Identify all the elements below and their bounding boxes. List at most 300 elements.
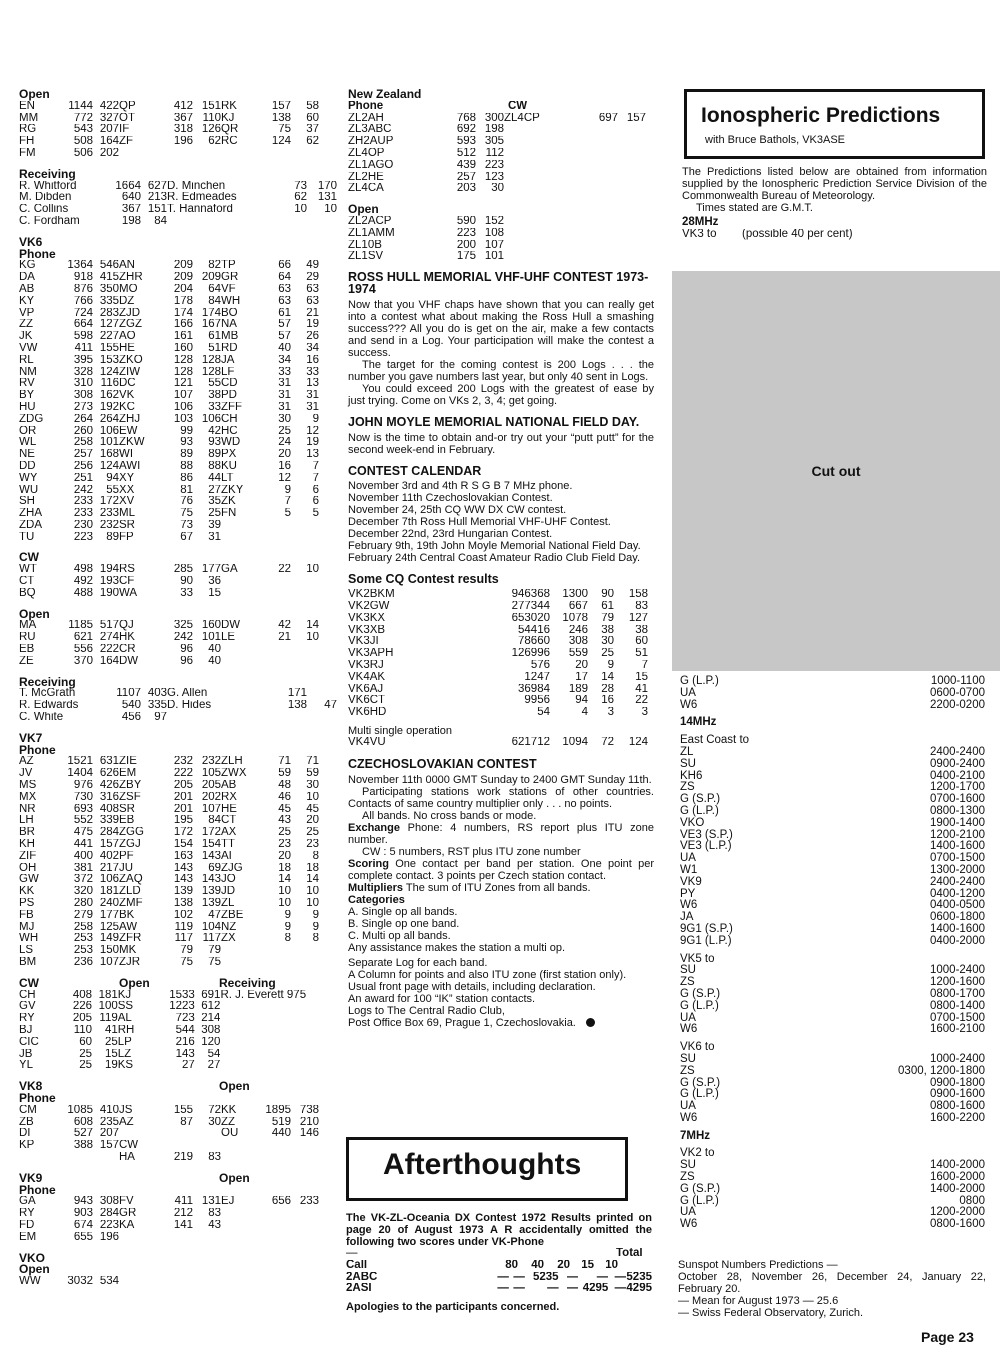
schedule-heading: VK5 to	[680, 952, 715, 965]
table-cell: 198	[484, 124, 504, 136]
schedule-time: 0400-1200	[930, 887, 985, 900]
table-cell: R. Edwards	[19, 700, 79, 712]
table-cell: CT	[221, 815, 237, 827]
table-cell: JO	[221, 874, 236, 886]
ross-hull-p3: You could exceed 200 Logs with the greatest of ease by just trying. Come on VKs 2, 3, 4; get going.	[348, 382, 654, 407]
table-cell	[263, 1208, 291, 1220]
table-cell: D. Hides	[167, 700, 212, 712]
czech-p1: November 11th 0000 GMT Sunday to 2400 GMT Sunday 11th.	[348, 773, 652, 786]
table-cell: QR	[221, 124, 239, 136]
table-cell: 205	[201, 780, 221, 792]
table-cell: 10	[306, 886, 319, 898]
afterthoughts-p1: The VK-ZL-Oceania DX Contest 1972 Results printed on page 20 of August 1973 A R accidentally omitted the following two scores under VK-Phone	[346, 1212, 652, 1248]
ionospheric-title: Ionospheric Predictions	[701, 104, 941, 127]
section-heading-text: Phone	[19, 1090, 56, 1105]
table-row	[19, 204, 339, 216]
table-cell	[193, 1232, 221, 1244]
table-cell: 426	[99, 780, 119, 792]
table-cell: 75	[180, 956, 193, 968]
schedule-path: G (S.P.)	[680, 1076, 721, 1089]
table-cell: BR	[19, 827, 35, 839]
nz-subheads	[348, 101, 654, 113]
schedule-row	[680, 1001, 985, 1013]
table-cell: 621712	[511, 736, 550, 748]
afterthoughts-section	[346, 1212, 652, 1313]
table-row	[19, 576, 339, 588]
table-cell: RY	[19, 1208, 35, 1220]
table-cell: ZX	[221, 933, 236, 945]
table-cell: AB	[19, 283, 35, 295]
czech-p3: All bands. No cross bands or mode.	[362, 809, 537, 822]
table-cell: 216	[175, 1036, 195, 1048]
table-row	[19, 839, 339, 851]
schedule-path: G (L.P.)	[680, 1194, 719, 1207]
table-cell: 40	[278, 342, 291, 354]
table-row	[19, 1208, 339, 1220]
table-cell: 71	[278, 756, 291, 768]
table-cell: 45	[278, 803, 291, 815]
table-cell: VF	[221, 283, 236, 295]
table-cell: 57	[278, 331, 291, 343]
schedule-path: G (L.P.)	[680, 999, 719, 1012]
table-row	[19, 688, 339, 700]
table-cell	[291, 656, 319, 668]
john-moyle-heading: JOHN MOYLE MEMORIAL NATIONAL FIELD DAY.	[348, 414, 640, 429]
table-cell: C. Fordham	[19, 215, 80, 227]
table-row	[19, 863, 339, 875]
table-cell: VK3XB	[348, 624, 386, 636]
table-cell: 209	[201, 272, 221, 284]
table-cell: 692	[456, 124, 476, 136]
table-cell: 25	[104, 1036, 118, 1048]
table-cell	[291, 520, 319, 532]
table-cell: 283	[99, 307, 119, 319]
table-cell: 201	[173, 791, 193, 803]
ionospheric-byline: with Bruce Bathols, VK3ASE	[705, 134, 846, 146]
table-cell: 125	[99, 921, 119, 933]
table-row	[19, 402, 339, 414]
table-cell: VK3APH	[348, 648, 394, 660]
schedule-path: G (S.P.)	[680, 987, 721, 1000]
table-cell: 72	[601, 736, 614, 748]
table-cell: 47	[324, 700, 337, 712]
table-cell: ZHJ	[119, 413, 141, 425]
table-cell: EB	[19, 644, 35, 656]
table-cell: 207	[99, 124, 119, 136]
table-cell	[167, 216, 267, 228]
section-heading-row	[19, 1173, 339, 1185]
table-cell: EN	[19, 100, 35, 112]
ionospheric-intro-text: The Predictions listed below are obtained from information supplied by the Ionospheric Prediction Service Division of the Commonwealth Bureau of Meteorology.	[682, 166, 987, 202]
table-cell: 274	[99, 632, 119, 644]
table-cell: 233	[73, 496, 93, 508]
table-cell: 285	[173, 564, 193, 576]
table-cell: 631	[99, 756, 119, 768]
table-cell: 598	[73, 331, 93, 343]
section-heading-text: Phone	[19, 246, 56, 261]
table-cell: 119	[174, 921, 193, 933]
table-cell: BM	[19, 956, 37, 968]
table-cell: 171	[287, 688, 307, 700]
table-cell: 308	[201, 1024, 221, 1036]
table-cell: 47	[208, 909, 221, 921]
schedule-path: G (L.P.)	[680, 804, 719, 817]
table-row	[348, 695, 654, 707]
table-cell: 18	[278, 862, 291, 874]
table-cell: RY	[19, 1013, 35, 1025]
table-cell: 124	[99, 366, 119, 378]
table-cell: 196	[173, 136, 193, 148]
table-cell: G. Allen	[167, 688, 208, 700]
calendar-line: November 3rd and 4th R S G B 7 MHz phone.	[348, 480, 573, 493]
czech-logs	[348, 957, 654, 1029]
table-cell: 90	[601, 589, 614, 601]
table-cell: 339	[99, 815, 119, 827]
table-cell: 1094	[562, 736, 588, 748]
table-cell: 203	[456, 183, 476, 195]
table-cell: —	[566, 1271, 579, 1283]
table-cell: 534	[99, 1276, 119, 1288]
table-row	[19, 496, 339, 508]
table-cell: 723	[175, 1013, 195, 1025]
table-cell: 16	[601, 695, 614, 707]
table-cell: 105	[201, 768, 221, 780]
table-cell: MO	[119, 283, 138, 295]
table-cell	[307, 216, 337, 228]
table-cell: 14	[601, 671, 614, 683]
results-column-middle	[348, 89, 654, 1029]
czech-contest-heading: CZECHOSLOVAKIAN CONTEST	[348, 756, 537, 771]
table-cell: 556	[73, 644, 93, 656]
table-cell: 27	[207, 1060, 221, 1072]
table-cell: 4295	[626, 1283, 652, 1295]
table-cell	[267, 216, 307, 228]
schedule-path: JA	[680, 911, 694, 924]
schedule-row	[680, 806, 985, 818]
section-heading-text: Receiving	[219, 977, 276, 990]
table-row	[348, 601, 654, 613]
table-cell: 33	[306, 366, 319, 378]
table-cell: 33	[180, 587, 193, 599]
table-cell	[220, 1013, 339, 1025]
table-cell: ZHR	[119, 272, 143, 284]
table-cell: 28	[601, 683, 614, 695]
table-cell: 212	[173, 1208, 193, 1220]
table-cell: 81	[180, 484, 193, 496]
table-cell: 79	[180, 945, 193, 957]
nz-cw-label: CW	[508, 100, 528, 112]
schedule-time: 1400-1600	[930, 922, 985, 935]
table-row	[19, 1117, 339, 1129]
table-cell: MS	[19, 780, 37, 792]
table-cell: 1107	[116, 688, 141, 700]
table-cell: 62	[306, 136, 319, 148]
table-cell	[157, 1140, 193, 1152]
table-row	[348, 160, 654, 172]
table-cell: —	[596, 1271, 609, 1283]
table-cell: DC	[119, 378, 136, 390]
table-cell: 160	[201, 620, 221, 632]
table-cell: GA	[221, 564, 238, 576]
schedule-path: VE3 (L.P.)	[680, 840, 732, 853]
table-cell	[291, 532, 319, 544]
table-cell: NM	[19, 366, 37, 378]
schedule-time: 0800-1700	[930, 987, 985, 1000]
table-cell: 9	[312, 921, 319, 933]
table-cell: 7	[284, 496, 291, 508]
table-cell: 43	[208, 1219, 221, 1231]
section-heading-text: VK9	[19, 1172, 43, 1185]
table-cell: 201	[173, 803, 193, 815]
category-line: A. Single op all bands.	[348, 905, 458, 918]
table-cell: 175	[456, 251, 476, 263]
table-cell: ZL1AGO	[348, 159, 394, 171]
table-cell: 80	[505, 1259, 518, 1271]
table-row	[19, 532, 339, 544]
schedule-path: ZS	[680, 976, 695, 989]
table-cell: 273	[73, 401, 93, 413]
schedule-path: VK9	[680, 875, 702, 888]
after-dash: —	[346, 1248, 358, 1259]
schedule-path: G (S.P.)	[680, 793, 721, 806]
table-cell: T. McGrath	[19, 688, 76, 700]
section-heading-text: Open	[19, 606, 50, 621]
table-cell: HE	[119, 342, 135, 354]
table-row	[19, 780, 339, 792]
table-cell: 157	[99, 1140, 119, 1152]
table-cell: 10	[306, 898, 319, 909]
table-cell: ZDA	[19, 519, 42, 531]
table-cell: 370	[73, 655, 93, 667]
table-row	[19, 101, 339, 113]
table-row	[19, 284, 339, 296]
table-cell	[291, 1140, 319, 1152]
table-cell: PF	[119, 850, 134, 862]
table-cell: 33	[278, 366, 291, 378]
table-cell: 943	[73, 1196, 93, 1208]
table-cell: WI	[119, 449, 134, 461]
table-cell	[221, 656, 263, 668]
table-cell: VK4VU	[348, 736, 386, 748]
table-cell	[291, 1152, 319, 1164]
schedule-time: 1600-2000	[930, 1171, 985, 1184]
table-cell: 6	[312, 484, 319, 496]
table-cell: 202	[99, 147, 119, 159]
table-cell: 456	[121, 712, 141, 724]
table-cell: 78660	[518, 636, 550, 648]
table-cell	[221, 1232, 263, 1244]
afterthoughts-title-box	[346, 1137, 628, 1201]
schedule-row	[680, 877, 985, 889]
schedule-time: 0300, 1200-1800	[898, 1064, 985, 1077]
table-cell: SH	[19, 496, 35, 508]
table-row	[19, 296, 339, 308]
table-cell: 164	[99, 136, 119, 148]
table-row	[19, 1060, 339, 1072]
schedule-path: ZS	[680, 1064, 695, 1077]
table-cell: MB	[221, 331, 239, 343]
schedule-path: W6	[680, 1023, 698, 1036]
table-cell: RS	[119, 564, 135, 576]
table-cell: 195	[173, 815, 193, 827]
table-cell	[291, 644, 319, 656]
table-cell: PS	[19, 898, 35, 909]
table-cell: VK	[119, 390, 135, 402]
table-cell: FH	[19, 136, 35, 148]
table-cell: CR	[119, 644, 136, 656]
schedule-time: 0400-0500	[930, 899, 985, 912]
table-cell: 381	[73, 862, 93, 874]
schedule-time: 0800-1600	[930, 1100, 985, 1113]
table-cell: ZFF	[221, 401, 243, 413]
table-cell: 25	[79, 1060, 93, 1072]
table-cell: 408	[99, 803, 119, 815]
table-cell: KK	[19, 886, 35, 898]
table-row	[19, 473, 339, 485]
log-line: An award for 100 “IK” station contacts.	[348, 992, 536, 1005]
table-cell: 232	[201, 756, 221, 768]
table-cell	[263, 148, 291, 160]
table-cell: 527	[73, 1128, 93, 1140]
table-cell: DA	[19, 272, 35, 284]
nz-open-heading: Open	[348, 202, 379, 217]
table-cell: 260	[73, 425, 93, 437]
schedule-time: 2200-0200	[930, 698, 985, 711]
table-cell: 439	[456, 159, 476, 171]
table-row	[348, 684, 654, 696]
table-cell: 121	[173, 378, 193, 390]
schedule-path: SU	[680, 964, 696, 977]
table-cell: 66	[278, 260, 291, 272]
table-cell: ZIE	[119, 756, 137, 768]
table-cell: 24	[278, 437, 291, 449]
table-cell: 350	[99, 283, 119, 295]
table-cell: ZJR	[119, 956, 141, 968]
table-cell: 139	[173, 886, 193, 898]
table-cell: 576	[530, 659, 550, 671]
section-heading-text: CW	[19, 550, 39, 565]
table-cell: ZL3ABC	[348, 124, 392, 136]
vk3-to-row: VK3 to (possible 40 per cent)	[682, 228, 853, 240]
table-cell: RH	[117, 1024, 135, 1036]
schedule-path: UA	[680, 1206, 696, 1219]
table-cell: 154	[173, 839, 193, 851]
table-cell: 30	[306, 780, 319, 792]
table-cell: 44	[208, 472, 221, 484]
results-column-left	[19, 89, 339, 1288]
table-cell: 2ASI	[346, 1283, 372, 1295]
table-cell: KY	[19, 295, 35, 307]
table-cell: 395	[73, 354, 93, 366]
table-cell	[167, 712, 267, 724]
cut-out-region	[672, 271, 1000, 671]
czech-categories-label: Categories	[348, 893, 405, 906]
table-cell: 9	[312, 413, 319, 425]
table-cell: 33	[208, 401, 221, 413]
table-cell: EJ	[221, 1196, 235, 1208]
table-cell: 123	[484, 171, 504, 183]
table-cell: ZBE	[221, 909, 244, 921]
table-cell: 1521	[67, 756, 93, 768]
table-cell: 51	[635, 648, 648, 660]
table-cell: QJ	[119, 620, 134, 632]
table-cell	[221, 1140, 263, 1152]
table-cell: GV	[19, 1001, 36, 1013]
table-cell: JA	[221, 354, 235, 366]
table-cell: 138	[271, 112, 291, 124]
table-cell: 61	[278, 307, 291, 319]
table-cell: 253	[73, 945, 93, 957]
table-cell	[291, 1208, 319, 1220]
table-cell	[291, 1276, 319, 1288]
table-cell	[221, 576, 263, 588]
table-cell: 1364	[67, 260, 93, 272]
table-cell	[291, 576, 319, 588]
table-cell: 621	[73, 632, 93, 644]
table-cell: 31	[278, 390, 291, 402]
table-cell: 1247	[524, 671, 550, 683]
table-cell: XV	[119, 496, 135, 508]
table-cell: JK	[19, 331, 33, 343]
table-cell: 36984	[518, 683, 550, 695]
schedule-heading: VK2 to	[680, 1147, 715, 1160]
table-cell: 119	[99, 1013, 118, 1025]
section-heading-text: Receiving	[19, 674, 76, 689]
table-cell: 138	[287, 700, 307, 712]
table-cell: MA	[19, 620, 37, 632]
table-row	[19, 933, 339, 945]
table-cell: AW	[119, 921, 138, 933]
table-cell: 264	[73, 413, 93, 425]
schedule-time: 0900-2400	[930, 757, 985, 770]
schedule-time: 1900-1400	[930, 816, 985, 829]
section-heading-text: VK6	[19, 234, 43, 249]
table-cell: —	[497, 1283, 509, 1295]
table-cell: 128	[173, 354, 193, 366]
table-cell: 1895	[265, 1104, 291, 1116]
table-cell: 41	[635, 683, 648, 695]
schedule-path: ZL	[680, 745, 694, 758]
cq-results-table	[348, 589, 654, 749]
table-cell: ZGG	[119, 827, 144, 839]
table-cell: 724	[73, 307, 93, 319]
section-heading	[19, 166, 339, 181]
schedule-path: W1	[680, 863, 698, 876]
table-cell	[263, 520, 291, 532]
section-heading-text: Phone	[19, 742, 56, 757]
section-heading	[19, 674, 339, 689]
table-cell: JD	[221, 886, 236, 898]
table-cell: 38	[601, 624, 614, 636]
table-cell: AWI	[119, 460, 141, 472]
table-cell: SS	[117, 1001, 134, 1013]
table-cell: 25	[79, 1048, 93, 1060]
table-cell: 210	[299, 1116, 319, 1128]
table-cell: WH	[221, 295, 241, 307]
table-cell: ML	[119, 508, 135, 520]
table-cell: 9	[284, 921, 291, 933]
table-cell: 15	[104, 1048, 118, 1060]
schedule-path: UA	[680, 1011, 696, 1024]
table-cell: C. White	[19, 712, 64, 724]
table-cell: OH	[19, 862, 37, 874]
table-cell: ZIF	[19, 850, 37, 862]
log-line: Post Office Box 69, Prague 1, Czechoslovakia.	[348, 1017, 654, 1029]
table-cell: 190	[99, 587, 119, 599]
table-cell: 25	[306, 827, 319, 839]
table-cell: 178	[173, 295, 193, 307]
table-cell: 93	[208, 437, 221, 449]
